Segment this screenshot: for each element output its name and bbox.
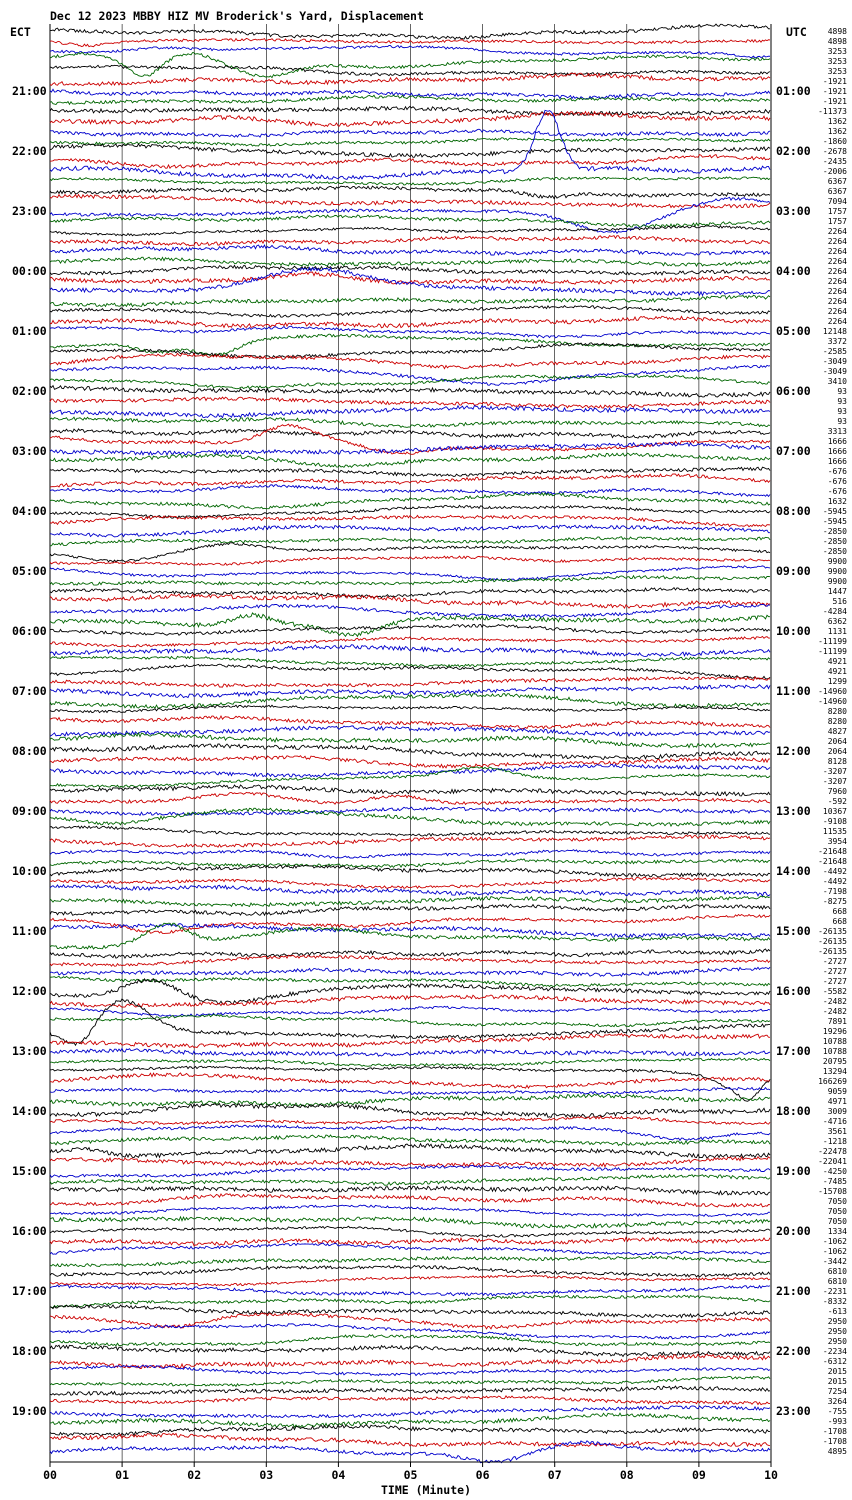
trace-offset-label: -5945 bbox=[822, 517, 847, 526]
trace-offset-label: -2482 bbox=[822, 1007, 847, 1016]
trace-offset-label: 19296 bbox=[822, 1027, 847, 1036]
left-hour-label: 21:00 bbox=[12, 84, 47, 98]
right-hour-label: 20:00 bbox=[776, 1224, 811, 1238]
right-hour-label: 07:00 bbox=[776, 444, 811, 458]
trace-offset-label: 1666 bbox=[827, 457, 847, 466]
left-hour-label: 01:00 bbox=[12, 324, 47, 338]
trace-offset-label: -676 bbox=[827, 477, 847, 486]
trace-offset-label: -11199 bbox=[818, 647, 847, 656]
right-hour-label: 23:00 bbox=[776, 1404, 811, 1418]
trace-offset-label: -21648 bbox=[818, 857, 847, 866]
trace-offset-label: 9900 bbox=[827, 557, 847, 566]
trace-offset-label: -1708 bbox=[822, 1427, 847, 1436]
trace-offset-label: -26135 bbox=[818, 947, 847, 956]
trace-offset-label: -5945 bbox=[822, 507, 847, 516]
trace-offset-label: 7050 bbox=[827, 1207, 847, 1216]
trace-offset-label: 2015 bbox=[827, 1377, 847, 1386]
trace-offset-label: -14960 bbox=[818, 687, 847, 696]
trace-offset-label: 2264 bbox=[827, 247, 847, 256]
left-hour-label: 17:00 bbox=[12, 1284, 47, 1298]
left-hour-label: 16:00 bbox=[12, 1224, 47, 1238]
left-hour-label: 07:00 bbox=[12, 684, 47, 698]
trace-offset-label: -2850 bbox=[822, 527, 847, 536]
trace-offset-label: 3954 bbox=[827, 837, 847, 846]
x-tick-label: 00 bbox=[43, 1468, 57, 1482]
left-axis-label: ECT bbox=[10, 25, 31, 39]
left-hour-label: 14:00 bbox=[12, 1104, 47, 1118]
trace-offset-label: -592 bbox=[827, 797, 847, 806]
trace-offset-label: -3207 bbox=[822, 777, 847, 786]
trace-offset-label: 3410 bbox=[827, 377, 847, 386]
trace-offset-label: 6367 bbox=[827, 177, 847, 186]
right-hour-label: 06:00 bbox=[776, 384, 811, 398]
trace-offset-label: -9108 bbox=[822, 817, 847, 826]
trace-offset-label: 7050 bbox=[827, 1217, 847, 1226]
trace-offset-label: -3049 bbox=[822, 367, 847, 376]
right-hour-label: 04:00 bbox=[776, 264, 811, 278]
right-hour-label: 22:00 bbox=[776, 1344, 811, 1358]
trace-offset-label: -2727 bbox=[822, 977, 847, 986]
trace-offset-label: -7198 bbox=[822, 887, 847, 896]
trace-offset-label: 9059 bbox=[827, 1087, 847, 1096]
trace-offset-label: 7254 bbox=[827, 1387, 847, 1396]
trace-offset-label: -22478 bbox=[818, 1147, 847, 1156]
trace-offset-label: 4898 bbox=[827, 27, 847, 36]
trace-offset-label: 1666 bbox=[827, 447, 847, 456]
right-axis-label: UTC bbox=[786, 25, 807, 39]
trace-offset-label: -14960 bbox=[818, 697, 847, 706]
trace-offset-label: -5582 bbox=[822, 987, 847, 996]
trace-offset-label: 6810 bbox=[827, 1267, 847, 1276]
trace-offset-label: 516 bbox=[832, 597, 847, 606]
trace-offset-label: 4971 bbox=[827, 1097, 847, 1106]
left-hour-label: 19:00 bbox=[12, 1404, 47, 1418]
trace-offset-label: 2264 bbox=[827, 227, 847, 236]
trace-offset-label: -1062 bbox=[822, 1247, 847, 1256]
trace-offset-label: 1666 bbox=[827, 437, 847, 446]
trace-offset-label: -1062 bbox=[822, 1237, 847, 1246]
trace-offset-label: -2231 bbox=[822, 1287, 847, 1296]
right-hour-label: 17:00 bbox=[776, 1044, 811, 1058]
trace-offset-label: -4492 bbox=[822, 877, 847, 886]
trace-offset-label: 1131 bbox=[827, 627, 847, 636]
trace-offset-label: -4716 bbox=[822, 1117, 847, 1126]
right-hour-label: 15:00 bbox=[776, 924, 811, 938]
left-hour-label: 05:00 bbox=[12, 564, 47, 578]
left-hour-label: 02:00 bbox=[12, 384, 47, 398]
trace-offset-label: 166269 bbox=[818, 1077, 847, 1086]
trace-offset-label: 1757 bbox=[827, 217, 847, 226]
trace-offset-label: -26135 bbox=[818, 927, 847, 936]
right-hour-label: 21:00 bbox=[776, 1284, 811, 1298]
x-tick-label: 09 bbox=[691, 1468, 706, 1482]
right-hour-label: 12:00 bbox=[776, 744, 811, 758]
trace-offset-label: 2950 bbox=[827, 1317, 847, 1326]
x-tick-label: 06 bbox=[475, 1468, 490, 1482]
trace-offset-label: 11535 bbox=[822, 827, 847, 836]
chart-title: Dec 12 2023 MBBY HIZ MV Broderick's Yard, Displacement bbox=[50, 9, 424, 23]
trace-offset-label: 8128 bbox=[827, 757, 847, 766]
trace-offset-label: 93 bbox=[837, 407, 847, 416]
trace-offset-label: 4921 bbox=[827, 667, 847, 676]
trace-offset-label: -2850 bbox=[822, 537, 847, 546]
trace-offset-label: -3049 bbox=[822, 357, 847, 366]
trace-offset-label: 3313 bbox=[827, 427, 847, 436]
trace-offset-label: -2435 bbox=[822, 157, 847, 166]
x-axis-title: TIME (Minute) bbox=[380, 1483, 472, 1497]
trace-offset-label: 668 bbox=[832, 907, 847, 916]
trace-offset-label: -2727 bbox=[822, 957, 847, 966]
right-hour-label: 02:00 bbox=[776, 144, 811, 158]
trace-offset-label: 3009 bbox=[827, 1107, 847, 1116]
trace-offset-label: -1860 bbox=[822, 137, 847, 146]
trace-offset-label: 9900 bbox=[827, 577, 847, 586]
trace-offset-label: -676 bbox=[827, 487, 847, 496]
trace-offset-label: -21648 bbox=[818, 847, 847, 856]
trace-offset-label: 2264 bbox=[827, 277, 847, 286]
trace-offset-label: 2264 bbox=[827, 307, 847, 316]
trace-offset-label: -7485 bbox=[822, 1177, 847, 1186]
trace-offset-label: -2585 bbox=[822, 347, 847, 356]
trace-offset-label: 93 bbox=[837, 387, 847, 396]
trace-offset-label: 2064 bbox=[827, 737, 847, 746]
trace-offset-label: 8280 bbox=[827, 707, 847, 716]
trace-offset-label: 2950 bbox=[827, 1327, 847, 1336]
trace-offset-label: 2264 bbox=[827, 317, 847, 326]
trace-offset-label: 3253 bbox=[827, 57, 847, 66]
trace-offset-label: 2064 bbox=[827, 747, 847, 756]
trace-offset-label: 3372 bbox=[827, 337, 847, 346]
trace-offset-label: 4898 bbox=[827, 37, 847, 46]
left-hour-label: 04:00 bbox=[12, 504, 47, 518]
trace-offset-label: 10367 bbox=[822, 807, 847, 816]
right-hour-label: 01:00 bbox=[776, 84, 811, 98]
right-hour-label: 13:00 bbox=[776, 804, 811, 818]
left-hour-label: 09:00 bbox=[12, 804, 47, 818]
x-tick-label: 03 bbox=[259, 1468, 274, 1482]
x-tick-label: 01 bbox=[115, 1468, 130, 1482]
trace-offset-label: -8332 bbox=[822, 1297, 847, 1306]
trace-offset-label: 6810 bbox=[827, 1277, 847, 1286]
trace-offset-label: -2482 bbox=[822, 997, 847, 1006]
x-tick-label: 02 bbox=[187, 1468, 202, 1482]
left-hour-label: 03:00 bbox=[12, 444, 47, 458]
trace-offset-label: 6367 bbox=[827, 187, 847, 196]
trace-offset-label: 4827 bbox=[827, 727, 847, 736]
trace-offset-label: 1362 bbox=[827, 127, 847, 136]
left-hour-label: 10:00 bbox=[12, 864, 47, 878]
trace-offset-label: 7094 bbox=[827, 197, 847, 206]
trace-offset-label: 93 bbox=[837, 417, 847, 426]
trace-offset-label: 2264 bbox=[827, 287, 847, 296]
left-hour-label: 08:00 bbox=[12, 744, 47, 758]
trace-offset-label: 2264 bbox=[827, 297, 847, 306]
trace-offset-label: -755 bbox=[827, 1407, 847, 1416]
trace-offset-label: 2264 bbox=[827, 267, 847, 276]
trace-offset-label: 9900 bbox=[827, 567, 847, 576]
trace-offset-label: 1632 bbox=[827, 497, 847, 506]
trace-offset-label: 20795 bbox=[822, 1057, 847, 1066]
left-hour-label: 15:00 bbox=[12, 1164, 47, 1178]
trace-offset-label: -2850 bbox=[822, 547, 847, 556]
x-tick-label: 04 bbox=[331, 1468, 346, 1482]
right-hour-label: 03:00 bbox=[776, 204, 811, 218]
trace-offset-label: 4895 bbox=[827, 1447, 847, 1456]
trace-offset-label: 2015 bbox=[827, 1367, 847, 1376]
trace-offset-label: -2006 bbox=[822, 167, 847, 176]
right-hour-label: 08:00 bbox=[776, 504, 811, 518]
x-tick-label: 05 bbox=[403, 1468, 418, 1482]
trace-offset-label: 2950 bbox=[827, 1337, 847, 1346]
left-hour-label: 06:00 bbox=[12, 624, 47, 638]
x-tick-label: 10 bbox=[764, 1468, 778, 1482]
right-hour-label: 11:00 bbox=[776, 684, 811, 698]
trace-offset-label: 7960 bbox=[827, 787, 847, 796]
trace-offset-label: 3264 bbox=[827, 1397, 847, 1406]
trace-offset-label: -2727 bbox=[822, 967, 847, 976]
trace-offset-label: 3253 bbox=[827, 47, 847, 56]
trace-offset-label: -1921 bbox=[822, 97, 847, 106]
trace-offset-label: -993 bbox=[827, 1417, 847, 1426]
right-hour-label: 10:00 bbox=[776, 624, 811, 638]
trace-offset-label: 7050 bbox=[827, 1197, 847, 1206]
right-hour-label: 19:00 bbox=[776, 1164, 811, 1178]
right-hour-label: 18:00 bbox=[776, 1104, 811, 1118]
x-tick-label: 08 bbox=[619, 1468, 634, 1482]
left-hour-label: 23:00 bbox=[12, 204, 47, 218]
trace-offset-label: 10788 bbox=[822, 1037, 847, 1046]
trace-offset-label: -8275 bbox=[822, 897, 847, 906]
trace-offset-label: 12148 bbox=[822, 327, 847, 336]
trace-offset-label: 3561 bbox=[827, 1127, 847, 1136]
trace-offset-label: -26135 bbox=[818, 937, 847, 946]
trace-offset-label: 4921 bbox=[827, 657, 847, 666]
trace-offset-label: -4284 bbox=[822, 607, 847, 616]
right-hour-label: 09:00 bbox=[776, 564, 811, 578]
trace-offset-label: -4492 bbox=[822, 867, 847, 876]
trace-offset-label: 668 bbox=[832, 917, 847, 926]
trace-offset-label: -6312 bbox=[822, 1357, 847, 1366]
left-hour-label: 13:00 bbox=[12, 1044, 47, 1058]
left-hour-label: 00:00 bbox=[12, 264, 47, 278]
trace-offset-label: 1362 bbox=[827, 117, 847, 126]
trace-offset-label: -15708 bbox=[818, 1187, 847, 1196]
trace-offset-label: 2264 bbox=[827, 257, 847, 266]
trace-offset-label: -2234 bbox=[822, 1347, 847, 1356]
trace-offset-label: -22041 bbox=[818, 1157, 847, 1166]
x-tick-label: 07 bbox=[547, 1468, 562, 1482]
trace-offset-label: -676 bbox=[827, 467, 847, 476]
trace-offset-label: -2678 bbox=[822, 147, 847, 156]
left-hour-label: 12:00 bbox=[12, 984, 47, 998]
trace-offset-label: -11199 bbox=[818, 637, 847, 646]
trace-offset-label: 7891 bbox=[827, 1017, 847, 1026]
trace-offset-label: 10788 bbox=[822, 1047, 847, 1056]
left-hour-label: 11:00 bbox=[12, 924, 47, 938]
trace-offset-label: -1921 bbox=[822, 77, 847, 86]
trace-offset-label: -1921 bbox=[822, 87, 847, 96]
trace-offset-label: -613 bbox=[827, 1307, 847, 1316]
left-hour-label: 18:00 bbox=[12, 1344, 47, 1358]
trace-offset-label: 1447 bbox=[827, 587, 847, 596]
trace-offset-label: 13294 bbox=[822, 1067, 847, 1076]
right-hour-label: 05:00 bbox=[776, 324, 811, 338]
trace-offset-label: 8280 bbox=[827, 717, 847, 726]
trace-offset-label: 6362 bbox=[827, 617, 847, 626]
trace-offset-label: 1334 bbox=[827, 1227, 847, 1236]
trace-offset-label: -11373 bbox=[818, 107, 847, 116]
right-hour-label: 16:00 bbox=[776, 984, 811, 998]
trace-offset-label: 3253 bbox=[827, 67, 847, 76]
trace-offset-label: -3442 bbox=[822, 1257, 847, 1266]
trace-offset-label: -1218 bbox=[822, 1137, 847, 1146]
trace-offset-label: 2264 bbox=[827, 237, 847, 246]
trace-offset-label: 93 bbox=[837, 397, 847, 406]
trace-offset-label: -1708 bbox=[822, 1437, 847, 1446]
trace-offset-label: 1299 bbox=[827, 677, 847, 686]
trace-offset-label: 1757 bbox=[827, 207, 847, 216]
trace-offset-label: -4250 bbox=[822, 1167, 847, 1176]
left-hour-label: 22:00 bbox=[12, 144, 47, 158]
trace-offset-label: -3207 bbox=[822, 767, 847, 776]
right-hour-label: 14:00 bbox=[776, 864, 811, 878]
